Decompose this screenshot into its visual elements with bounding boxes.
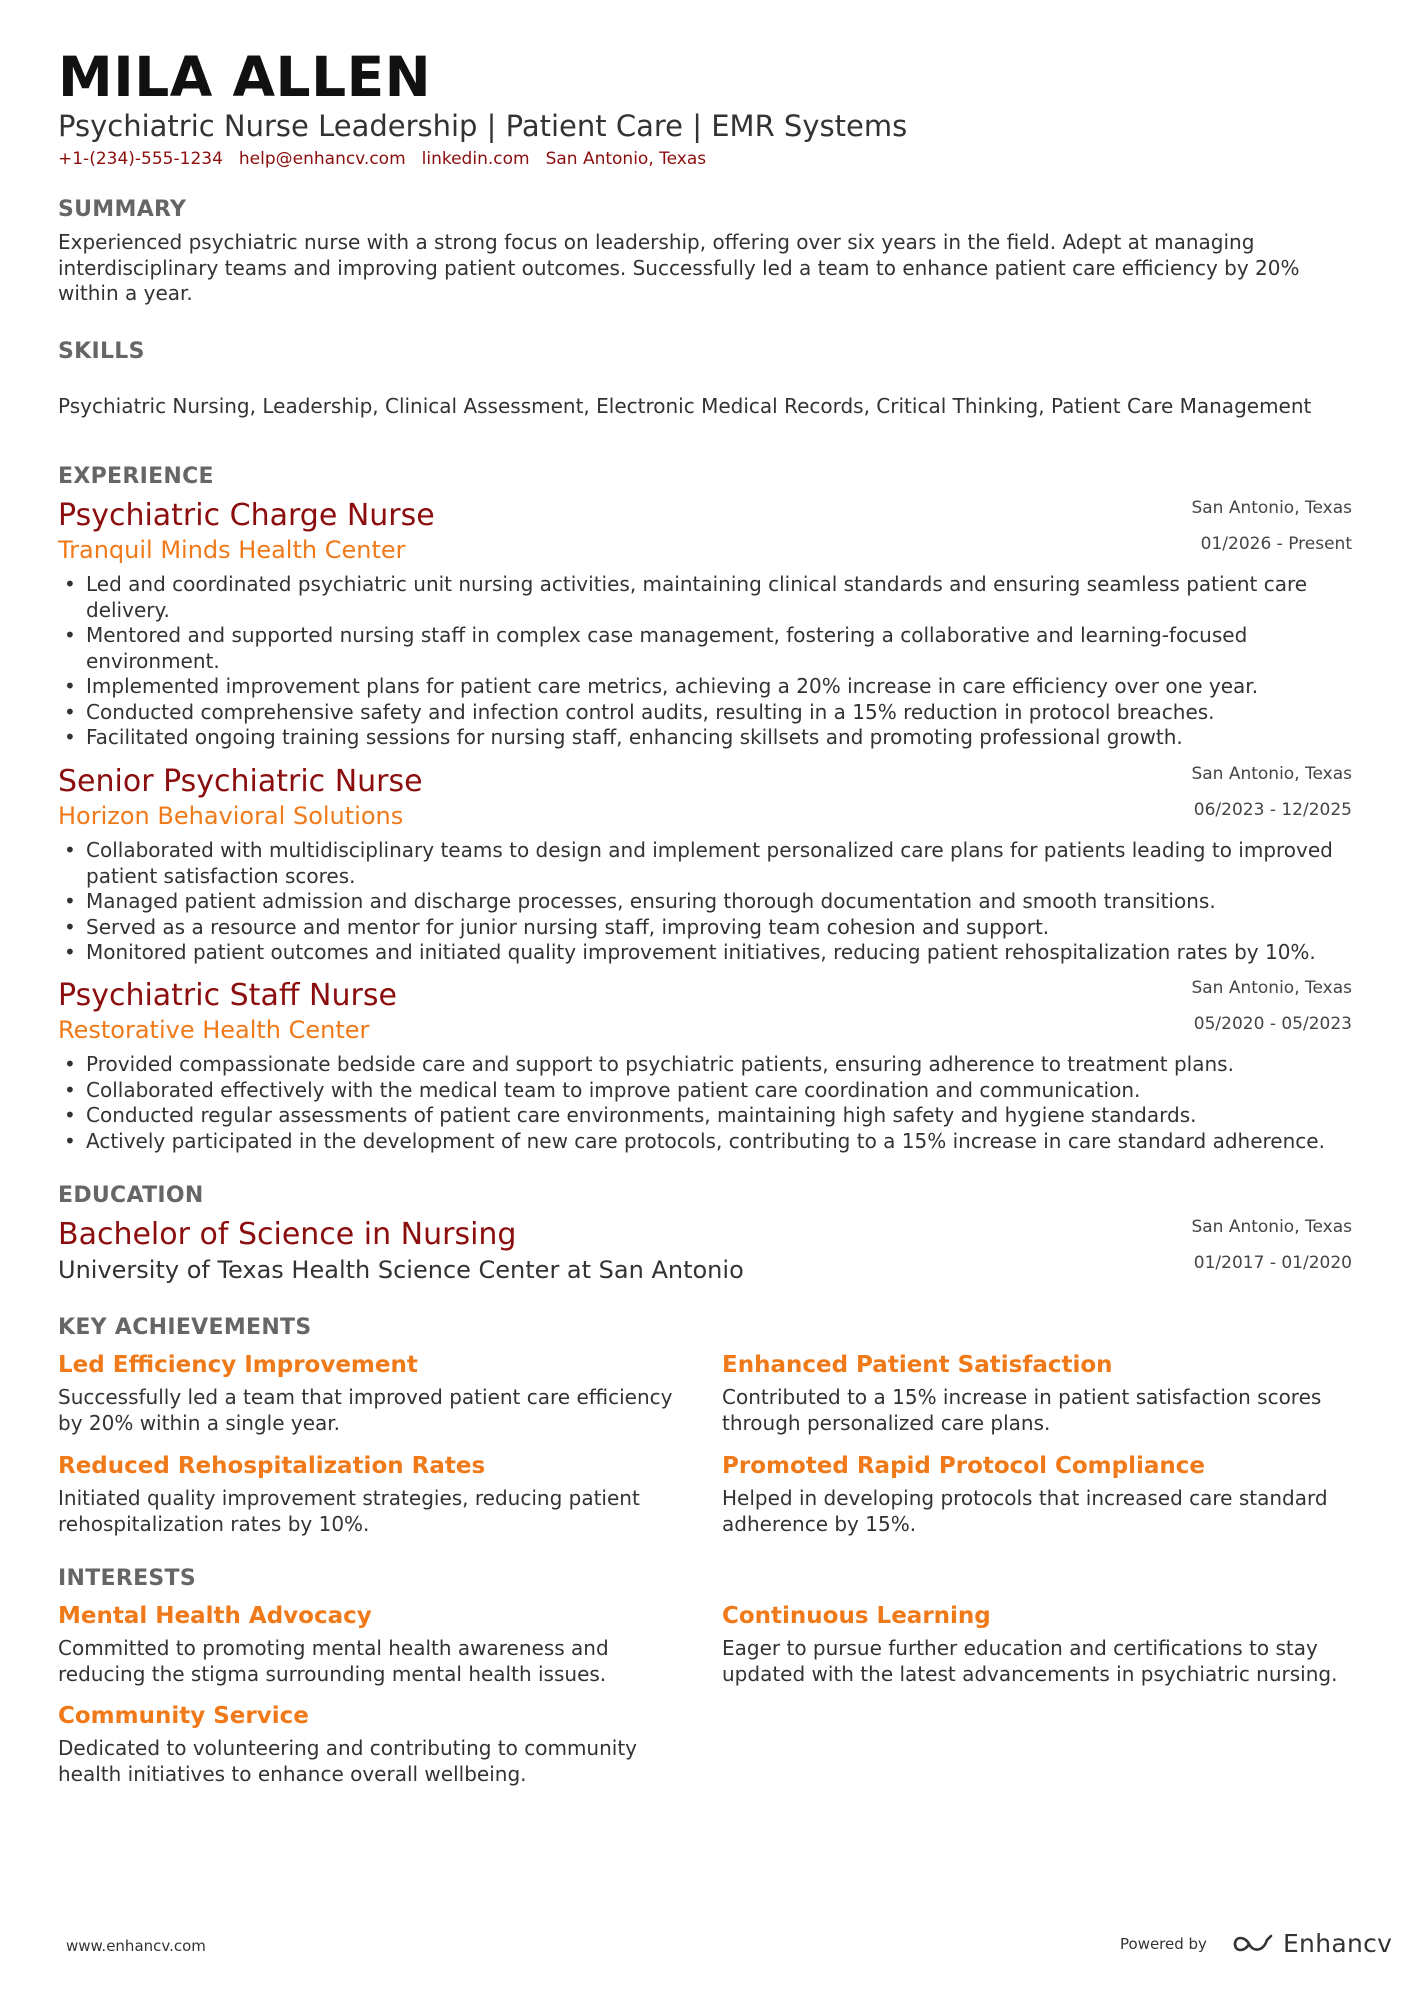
achievement-text: Contributed to a 15% increase in patient satisfaction scores through personalized care plans. [722, 1385, 1322, 1435]
job-company: Tranquil Minds Health Center [58, 536, 406, 564]
candidate-name: MILA ALLEN [58, 45, 432, 109]
interest-text: Eager to pursue further education and certifications to stay updated with the latest advancements in psychiatric nursing. [722, 1636, 1338, 1686]
education-dates: 01/2017 - 01/2020 [1193, 1253, 1352, 1273]
bullet-item: • Provided compassionate bedside care and support to psychiatric patients, ensuring adherence to treatment plans. [58, 1052, 1352, 1078]
education-location: San Antonio, Texas [1191, 1217, 1352, 1237]
achievement-title: Enhanced Patient Satisfaction [722, 1352, 1113, 1378]
achievement-text: Helped in developing protocols that increased care standard adherence by 15%. [722, 1486, 1328, 1536]
job-dates: 01/2026 - Present [1200, 534, 1352, 554]
bullet-item: • Monitored patient outcomes and initiated quality improvement initiatives, reducing patient rehospitalization rates by 10%. [58, 940, 1352, 966]
interest-title: Community Service [58, 1703, 309, 1729]
achievement-text: Initiated quality improvement strategies, reducing patient rehospitalization rates by 10%. [58, 1486, 640, 1536]
job-title: Senior Psychiatric Nurse [58, 764, 423, 799]
contact-line [58, 151, 722, 168]
job-company: Restorative Health Center [58, 1016, 370, 1044]
achievement-title: Promoted Rapid Protocol Compliance [722, 1453, 1206, 1479]
bullet-item: • Served as a resource and mentor for junior nursing staff, improving team cohesion and support. [58, 915, 1352, 941]
interest-title: Mental Health Advocacy [58, 1603, 372, 1629]
footer-website[interactable]: www.enhancv.com [66, 1937, 206, 1955]
job-bullets [58, 1052, 1352, 1154]
candidate-tagline: Psychiatric Nurse Leadership | Patient Care | EMR Systems [58, 109, 908, 143]
job-dates: 06/2023 - 12/2025 [1193, 800, 1352, 820]
bullet-item: • Conducted regular assessments of patient care environments, maintaining high safety and hygiene standards. [58, 1103, 1352, 1129]
enhancv-logo-icon [1231, 1930, 1275, 1958]
achievement-text: Successfully led a team that improved patient care efficiency by 20% within a single year. [58, 1385, 673, 1435]
interest-text: Dedicated to volunteering and contributing to community health initiatives to enhance overall wellbeing. [58, 1736, 638, 1786]
contact-location: San Antonio, Texas [545, 149, 707, 169]
job-bullets [58, 572, 1352, 751]
experience-heading: EXPERIENCE [58, 464, 214, 489]
bullet-item: • Facilitated ongoing training sessions for nursing staff, enhancing skillsets and promoting professional growth. [58, 725, 1352, 751]
bullet-item: • Collaborated effectively with the medical team to improve patient care coordination and communication. [58, 1078, 1352, 1104]
job-title: Psychiatric Staff Nurse [58, 978, 397, 1013]
bullet-item: • Led and coordinated psychiatric unit nursing activities, maintaining clinical standards and ensuring seamless patient care delivery. [58, 572, 1352, 623]
achievements-heading: KEY ACHIEVEMENTS [58, 1315, 312, 1340]
bullet-item: • Mentored and supported nursing staff in complex case management, fostering a collaborative and learning-focused environment. [58, 623, 1352, 674]
interests-heading: INTERESTS [58, 1566, 196, 1591]
bullet-item: • Conducted comprehensive safety and infection control audits, resulting in a 15% reduction in protocol breaches. [58, 700, 1352, 726]
education-degree: Bachelor of Science in Nursing [58, 1217, 517, 1252]
contact-linkedin[interactable]: linkedin.com [421, 149, 530, 169]
job-title: Psychiatric Charge Nurse [58, 498, 435, 533]
contact-phone[interactable]: +1-(234)-555-1234 [58, 149, 223, 169]
summary-text: Experienced psychiatric nurse with a strong focus on leadership, offering over six years in the field. Adept at managing interdisciplinary teams and improving patient outcomes. Successfully led a team to enhance patient care efficiency by 20% within a year. [58, 230, 1300, 305]
skills-heading: SKILLS [58, 339, 145, 364]
education-heading: EDUCATION [58, 1183, 204, 1208]
achievement-title: Led Efficiency Improvement [58, 1352, 418, 1378]
job-dates: 05/2020 - 05/2023 [1193, 1014, 1352, 1034]
interest-text: Committed to promoting mental health awareness and reducing the stigma surrounding mental health issues. [58, 1636, 609, 1686]
footer-branding [1120, 1929, 1392, 1958]
skills-text: Psychiatric Nursing, Leadership, Clinical Assessment, Electronic Medical Records, Critical Thinking, Patient Care Management [58, 394, 1312, 418]
enhancv-brand-name[interactable]: Enhancv [1282, 1929, 1393, 1958]
achievement-title: Reduced Rehospitalization Rates [58, 1453, 486, 1479]
powered-by-label: Powered by [1120, 1934, 1207, 1953]
job-location: San Antonio, Texas [1191, 978, 1352, 998]
bullet-item: • Implemented improvement plans for patient care metrics, achieving a 20% increase in care efficiency over one year. [58, 674, 1352, 700]
contact-email[interactable]: help@enhancv.com [238, 149, 406, 169]
bullet-item: • Actively participated in the development of new care protocols, contributing to a 15% increase in care standard adherence. [58, 1129, 1352, 1155]
summary-heading: SUMMARY [58, 197, 187, 222]
job-bullets [58, 838, 1352, 966]
bullet-item: • Collaborated with multidisciplinary teams to design and implement personalized care plans for patients leading to improved patient satisfaction scores. [58, 838, 1352, 889]
job-company: Horizon Behavioral Solutions [58, 802, 404, 830]
job-location: San Antonio, Texas [1191, 764, 1352, 784]
job-location: San Antonio, Texas [1191, 498, 1352, 518]
bullet-item: • Managed patient admission and discharge processes, ensuring thorough documentation and smooth transitions. [58, 889, 1352, 915]
education-institution: University of Texas Health Science Center at San Antonio [58, 1256, 744, 1284]
interest-title: Continuous Learning [722, 1603, 991, 1629]
